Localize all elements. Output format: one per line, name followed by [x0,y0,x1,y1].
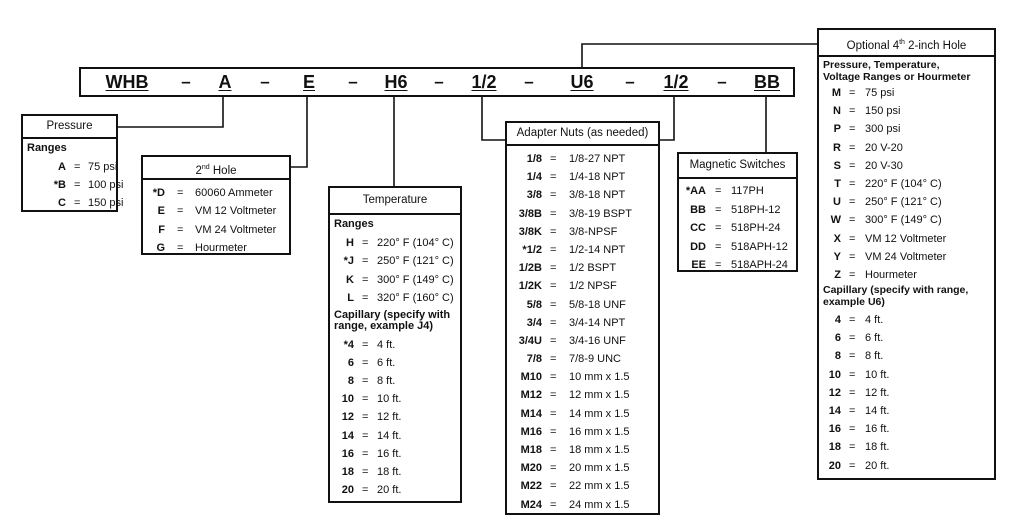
temperature-capillary-option-code: 20 [341,484,354,497]
fourth-hole-capillary-option-value: 8 ft. [865,350,884,363]
fourth-hole-option-code: W [830,214,841,227]
equals-sign: = [362,429,369,442]
equals-sign: = [362,374,369,387]
magnetic-switch-option-value: 518PH-12 [731,203,781,216]
equals-sign: = [849,332,856,345]
code-segment-adapter-2: 1/2 [663,72,689,92]
equals-sign: = [550,262,557,275]
magnetic-switch-option-code: *AA [685,185,706,197]
adapter-nut-option-code: M22 [520,480,542,493]
second-hole-option-row [143,239,289,257]
temperature-capillary-option-row [330,408,460,426]
adapter-nut-option-row [507,205,658,223]
pressure-option-value: 75 psi [88,161,118,173]
part-number-bar [79,67,795,97]
equals-sign: = [550,153,557,165]
fourth-hole-option-code: P [833,123,841,136]
equals-sign: = [550,371,557,384]
equals-sign: = [362,255,369,268]
equals-sign: = [849,177,856,190]
fourth-hole-capillary-option-value: 4 ft. [865,314,884,327]
fourth-hole-option-code: N [833,105,841,118]
adapter-connector-right [660,97,674,140]
fourth-hole-capillary-option-value: 20 ft. [865,459,890,472]
equals-sign: = [849,159,856,172]
temperature-capillary-option-value: 20 ft. [377,484,402,497]
adapter-nut-option-value: 1/8-27 NPT [569,153,626,165]
adapter-nut-option-code: 1/8 [526,153,542,165]
fourth-hole-option-row [819,248,994,266]
second-hole-option-value: VM 24 Voltmeter [195,223,277,236]
second-hole-option-code: G [156,241,165,254]
magnetic-switch-option-code: BB [690,203,706,216]
code-separator: – [260,72,270,91]
magnetic-switches-title: Magnetic Switches [679,154,796,179]
adapter-nut-option-code: 1/4 [526,171,542,184]
temperature-capillary-option-row [330,372,460,390]
code-separator: – [181,72,191,91]
adapter-nut-option-row [507,223,658,241]
adapter-nut-option-value: 1/2-14 NPT [569,243,626,256]
code-separator: – [717,72,727,91]
fourth-hole-option-value: Hourmeter [865,268,917,281]
fourth-hole-option-value: 300° F (149° C) [865,214,942,227]
equals-sign: = [362,338,369,351]
temperature-capillary-option-value: 6 ft. [377,356,396,369]
temperature-option-row [330,234,460,252]
pressure-title: Pressure [23,116,116,139]
equals-sign: = [849,87,856,99]
temperature-ranges-label: Ranges [334,218,374,230]
equals-sign: = [715,240,722,253]
temperature-capillary-option-code: 16 [341,447,354,460]
fourth-hole-capillary-option-row [819,384,994,402]
equals-sign: = [362,484,369,497]
equals-sign: = [550,389,557,402]
temperature-option-value: 300° F (149° C) [377,273,454,286]
equals-sign: = [715,259,722,271]
fourth-hole-option-row [819,102,994,120]
fourth-hole-option-code: X [833,232,841,245]
adapter-nut-option-row [507,496,658,514]
second-hole-option-row [143,184,289,202]
equals-sign: = [550,444,557,456]
code-segment-pressure: A [218,72,232,92]
temperature-capillary-option-value: 14 ft. [377,429,402,442]
fourth-hole-option-value: VM 12 Voltmeter [865,232,947,245]
adapter-nut-option-value: 22 mm x 1.5 [569,480,630,493]
fourth-hole-title: Optional 4th 2-inch Hole [819,30,994,57]
second-hole-option-code: *D [152,187,165,199]
temperature-capillary-label: Capillary (specify with range, example J4) [334,308,451,332]
equals-sign: = [849,232,856,245]
equals-sign: = [849,214,856,227]
temperature-capillary-option-code: *4 [343,338,354,351]
equals-sign: = [550,334,557,347]
adapter-connector-left [482,97,505,140]
equals-sign: = [362,393,369,406]
adapter-nut-option-row [507,368,658,386]
temperature-option-row [330,289,460,307]
fourth-hole-option-row [819,211,994,229]
second-hole-title: 2nd Hole [143,157,289,180]
equals-sign: = [550,225,557,238]
magnetic-switch-option-row [679,238,796,257]
equals-sign: = [362,465,369,478]
magnetic-switch-option-row [679,201,796,220]
adapter-nut-option-code: 3/8 [526,189,542,202]
equals-sign: = [74,197,81,209]
fourth-hole-capillary-option-value: 16 ft. [865,423,890,436]
adapter-nut-option-row [507,405,658,423]
adapter-nut-option-code: 1/2B [518,262,542,275]
temperature-title: Temperature [330,188,460,215]
temperature-capillary-option-row [330,354,460,372]
adapter-nut-option-row [507,477,658,495]
fourth-hole-capillary-option-row [819,366,994,384]
temperature-option-row [330,271,460,289]
fourth-hole-capillary-option-value: 18 ft. [865,441,890,454]
adapter-nut-option-row [507,332,658,350]
fourth-hole-option-code: R [833,141,841,154]
temperature-capillary-option-row [330,463,460,481]
fourth-hole-option-row [819,175,994,193]
pressure-option-row [23,194,124,212]
second-hole-option-code: F [158,223,165,236]
adapter-nut-option-code: M18 [520,444,542,456]
temperature-option-value: 250° F (121° C) [377,255,454,268]
equals-sign: = [849,459,856,472]
equals-sign: = [550,480,557,493]
adapter-nut-option-code: M24 [520,498,542,511]
magnetic-switch-option-code: CC [690,222,706,234]
magnetic-switch-option-value: 518APH-24 [731,259,788,271]
magnetic-switches-box [677,152,798,272]
fourth-hole-option-value: 75 psi [865,87,895,99]
fourth-hole-capillary-option-row [819,420,994,438]
equals-sign: = [715,222,722,234]
temperature-option-code: H [346,237,354,249]
equals-sign: = [177,205,184,218]
second-hole-connector [290,97,307,167]
magnetic-switch-option-value: 518APH-12 [731,240,788,253]
adapter-nut-option-row [507,423,658,441]
adapter-nut-option-row [507,441,658,459]
adapter-nut-option-code: *1/2 [522,243,542,256]
equals-sign: = [362,237,369,249]
code-segment-fourth-hole: U6 [570,72,594,92]
temperature-option-code: L [347,292,354,305]
adapter-nut-option-code: 7/8 [526,353,542,366]
temperature-option-row [330,252,460,270]
adapter-nut-option-row [507,150,658,168]
code-separator: – [434,72,444,91]
code-separator: – [625,72,635,91]
temperature-capillary-option-code: 6 [347,356,354,369]
pressure-option-code: C [58,197,66,209]
adapter-nut-option-row [507,314,658,332]
fourth-hole-capillary-option-code: 8 [834,350,841,363]
equals-sign: = [849,250,856,263]
equals-sign: = [849,441,856,454]
adapter-nut-option-row [507,186,658,204]
fourth-hole-option-row [819,193,994,211]
fourth-hole-capillary-option-code: 18 [828,441,841,454]
code-segment-second-hole: E [302,72,316,92]
magnetic-switch-option-code: DD [690,240,706,253]
fourth-hole-capillary-option-row [819,329,994,347]
adapter-nut-option-value: 3/8-19 BSPT [569,207,632,220]
adapter-nut-option-value: 3/4-14 NPT [569,316,626,329]
adapter-nut-option-value: 18 mm x 1.5 [569,444,630,456]
fourth-hole-option-row [819,266,994,284]
equals-sign: = [177,223,184,236]
code-separator: – [348,72,358,91]
equals-sign: = [849,350,856,363]
code-segment-adapter: 1/2 [471,72,497,92]
fourth-hole-option-code: U [833,196,841,209]
fourth-hole-option-row [819,139,994,157]
temperature-capillary-option-row [330,427,460,445]
second-hole-option-code: E [157,205,165,218]
code-separator: – [524,72,534,91]
equals-sign: = [550,425,557,438]
second-hole-option-value: 60060 Ammeter [195,187,273,199]
equals-sign: = [550,298,557,311]
equals-sign: = [550,207,557,220]
fourth-hole-option-value: 20 V-20 [865,141,903,154]
adapter-nut-option-row [507,259,658,277]
adapter-nuts-title: Adapter Nuts (as needed) [507,123,658,146]
fourth-hole-capillary-option-code: 10 [828,368,841,381]
equals-sign: = [849,268,856,281]
temperature-box [328,186,462,503]
temperature-capillary-option-code: 18 [341,465,354,478]
adapter-nut-option-value: 5/8-18 UNF [569,298,626,311]
temperature-option-value: 320° F (160° C) [377,292,454,305]
fourth-hole-option-row [819,120,994,138]
fourth-hole-box [817,28,996,480]
fourth-hole-option-code: Z [834,268,841,281]
temperature-capillary-option-value: 4 ft. [377,338,396,351]
equals-sign: = [362,411,369,424]
adapter-nut-option-value: 20 mm x 1.5 [569,462,630,475]
equals-sign: = [74,179,81,191]
fourth-hole-option-value: 220° F (104° C) [865,177,942,190]
magnetic-switch-option-code: EE [691,259,706,271]
equals-sign: = [550,316,557,329]
pressure-option-value: 150 psi [88,197,124,209]
adapter-nut-option-value: 1/4-18 NPT [569,171,626,184]
adapter-nut-option-code: M10 [520,371,542,384]
equals-sign: = [362,356,369,369]
equals-sign: = [715,203,722,216]
fourth-hole-capillary-option-row [819,457,994,475]
adapter-nut-option-value: 1/2 BSPT [569,262,617,275]
equals-sign: = [849,423,856,436]
fourth-hole-option-code: T [834,177,841,190]
equals-sign: = [849,405,856,417]
fourth-hole-option-value: 250° F (121° C) [865,196,942,209]
temperature-capillary-option-row [330,481,460,499]
adapter-nut-option-code: 3/4U [518,334,542,347]
equals-sign: = [74,161,81,173]
fourth-hole-capillary-option-row [819,402,994,420]
code-segment-magnetic: BB [754,72,780,92]
temperature-option-code: K [346,273,354,286]
equals-sign: = [715,185,722,197]
fourth-hole-option-code: M [831,87,841,99]
temperature-capillary-option-code: 12 [341,411,354,424]
equals-sign: = [550,353,557,366]
adapter-nut-option-value: 10 mm x 1.5 [569,371,630,384]
fourth-hole-capillary-label: Capillary (specify with range, example U6) [823,284,969,308]
temperature-capillary-option-row [330,336,460,354]
adapter-nut-option-row [507,296,658,314]
adapter-nut-option-value: 24 mm x 1.5 [569,498,630,511]
fourth-hole-connector [582,44,818,67]
pressure-ranges-label: Ranges [27,142,67,154]
adapter-nut-option-row [507,386,658,404]
code-segment-temperature: H6 [384,72,408,92]
adapter-nut-option-row [507,350,658,368]
temperature-capillary-option-value: 10 ft. [377,393,402,406]
equals-sign: = [550,280,557,293]
magnetic-switch-option-row [679,256,796,275]
temperature-capillary-option-value: 18 ft. [377,465,402,478]
temperature-capillary-option-code: 14 [341,429,354,442]
equals-sign: = [550,498,557,511]
fourth-hole-capillary-option-code: 14 [828,405,841,417]
adapter-nut-option-value: 12 mm x 1.5 [569,389,630,402]
equals-sign: = [362,273,369,286]
equals-sign: = [550,407,557,420]
second-hole-box [141,155,291,255]
fourth-hole-option-row [819,84,994,102]
magnetic-switch-option-row [679,219,796,238]
temperature-option-value: 220° F (104° C) [377,237,454,249]
pressure-option-row [23,158,116,176]
fourth-hole-capillary-option-value: 14 ft. [865,405,890,417]
equals-sign: = [362,292,369,305]
adapter-nut-option-value: 3/8-NPSF [569,225,618,238]
second-hole-option-value: VM 12 Voltmeter [195,205,277,218]
pressure-connector [117,97,223,127]
code-segment-base: WHB [105,72,149,92]
adapter-nut-option-value: 7/8-9 UNC [569,353,621,366]
pressure-option-row [23,176,124,194]
adapter-nut-option-code: M14 [520,407,542,420]
equals-sign: = [849,314,856,327]
temperature-option-code: *J [343,255,354,268]
fourth-hole-capillary-option-value: 10 ft. [865,368,890,381]
fourth-hole-option-code: Y [833,250,841,263]
pressure-option-code: *B [53,179,66,191]
adapter-nut-option-row [507,241,658,259]
equals-sign: = [550,462,557,475]
temperature-capillary-option-value: 8 ft. [377,374,396,387]
magnetic-switch-option-value: 518PH-24 [731,222,781,234]
adapter-nut-option-value: 3/4-16 UNF [569,334,626,347]
adapter-nut-option-value: 16 mm x 1.5 [569,425,630,438]
fourth-hole-capillary-option-value: 6 ft. [865,332,884,345]
fourth-hole-subtitle: Pressure, Temperature, Voltage Ranges or Hourmeter [823,59,971,83]
magnetic-switch-option-value: 117PH [731,185,764,197]
adapter-nut-option-code: 5/8 [526,298,542,311]
temperature-capillary-option-code: 8 [347,374,354,387]
temperature-capillary-option-row [330,445,460,463]
adapter-nut-option-row [507,168,658,186]
equals-sign: = [849,386,856,399]
adapter-nut-option-value: 1/2 NPSF [569,280,617,293]
adapter-nut-option-code: 3/8B [518,207,542,220]
fourth-hole-option-code: S [833,159,841,172]
adapter-nut-option-code: M12 [520,389,542,402]
adapter-nut-option-row [507,459,658,477]
equals-sign: = [550,189,557,202]
fourth-hole-capillary-option-code: 4 [834,314,841,327]
temperature-capillary-option-code: 10 [341,393,354,406]
equals-sign: = [849,105,856,118]
pressure-option-value: 100 psi [88,179,124,191]
equals-sign: = [177,187,184,199]
equals-sign: = [849,123,856,136]
fourth-hole-capillary-option-code: 6 [834,332,841,345]
pressure-option-code: A [58,161,66,173]
fourth-hole-capillary-option-code: 20 [828,459,841,472]
fourth-hole-option-value: 150 psi [865,105,901,118]
temperature-capillary-option-value: 16 ft. [377,447,402,460]
pressure-box [21,114,124,212]
adapter-nuts-box [505,121,660,515]
equals-sign: = [177,241,184,254]
fourth-hole-option-value: VM 24 Voltmeter [865,250,947,263]
equals-sign: = [362,447,369,460]
fourth-hole-capillary-option-code: 12 [828,386,841,399]
adapter-nut-option-value: 3/8-18 NPT [569,189,626,202]
adapter-nut-option-code: 1/2K [518,280,542,293]
temperature-capillary-option-value: 12 ft. [377,411,402,424]
fourth-hole-capillary-option-value: 12 ft. [865,386,890,399]
equals-sign: = [849,368,856,381]
fourth-hole-capillary-option-row [819,347,994,365]
second-hole-option-value: Hourmeter [195,241,247,254]
fourth-hole-capillary-option-row [819,438,994,456]
adapter-nut-option-code: 3/8K [518,225,542,238]
fourth-hole-capillary-option-code: 16 [828,423,841,436]
adapter-nut-option-code: M16 [520,425,542,438]
second-hole-option-row [143,202,289,220]
adapter-nut-option-code: 3/4 [526,316,542,329]
fourth-hole-option-value: 20 V-30 [865,159,903,172]
adapter-nut-option-row [507,277,658,295]
magnetic-switch-option-row [679,182,796,201]
fourth-hole-capillary-option-row [819,311,994,329]
fourth-hole-option-value: 300 psi [865,123,901,136]
fourth-hole-option-row [819,230,994,248]
equals-sign: = [550,171,557,184]
fourth-hole-option-row [819,157,994,175]
adapter-nut-option-value: 14 mm x 1.5 [569,407,630,420]
second-hole-option-row [143,221,289,239]
equals-sign: = [849,141,856,154]
adapter-nut-option-code: M20 [520,462,542,475]
equals-sign: = [849,196,856,209]
temperature-capillary-option-row [330,390,460,408]
equals-sign: = [550,243,557,256]
